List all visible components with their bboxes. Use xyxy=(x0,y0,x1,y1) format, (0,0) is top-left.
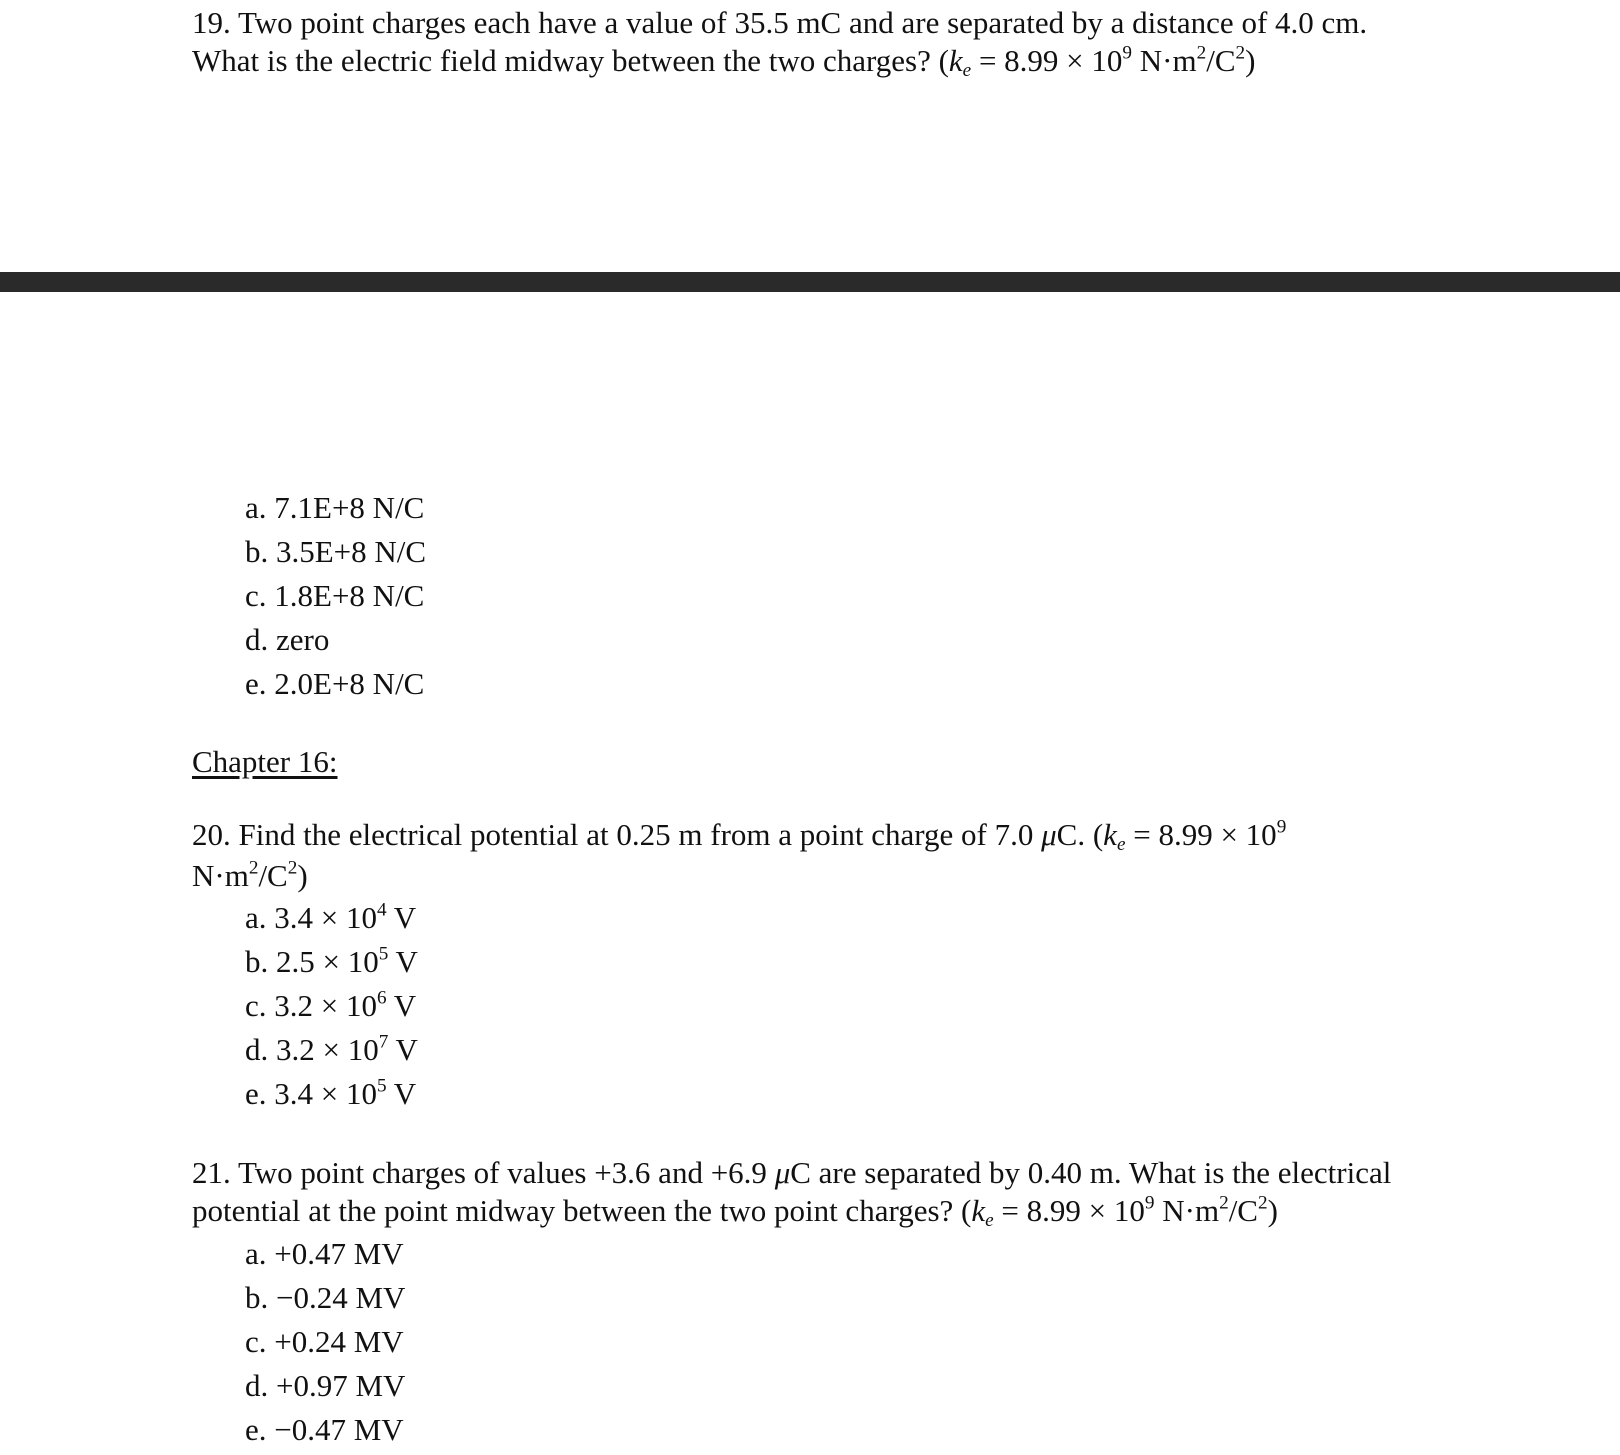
q21-line2-pre: potential at the point midway between the two point charges? ( xyxy=(192,1193,972,1228)
q19-line2-c: /C xyxy=(1206,43,1236,78)
q21-option-c[interactable]: c. +0.24 MV xyxy=(245,1324,404,1359)
q19-option-e[interactable]: e. 2.0E+8 N/C xyxy=(245,666,425,701)
q20-option-e-text: e. 3.4 × 10 xyxy=(245,1076,377,1111)
q21-k: k xyxy=(971,1193,986,1228)
q19-exp2b: 2 xyxy=(1235,42,1246,64)
q20-option-e[interactable] xyxy=(245,1075,416,1113)
q20-line2-pre: N·m xyxy=(192,858,249,893)
q20-option-d-exp: 7 xyxy=(378,1031,389,1053)
q19-k-sub: e xyxy=(962,59,972,81)
q20-option-d-unit: V xyxy=(388,1032,418,1067)
q19-option-c[interactable]: c. 1.8E+8 N/C xyxy=(245,578,425,613)
chapter-heading: Chapter 16: xyxy=(192,744,338,779)
q20-option-a-unit: V xyxy=(386,900,417,935)
q19-exp9: 9 xyxy=(1122,42,1133,64)
q19-line2-mid: = 8.99 × 10 xyxy=(971,43,1123,78)
q21-line2-c: /C xyxy=(1228,1193,1258,1228)
q19-option-b[interactable]: b. 3.5E+8 N/C xyxy=(245,534,427,569)
q20-option-d[interactable] xyxy=(245,1031,418,1069)
q20-option-c[interactable] xyxy=(245,987,416,1025)
q19-option-d[interactable]: d. zero xyxy=(245,622,330,657)
q19-line2-pre: What is the electric field midway between the two charges? ( xyxy=(192,43,949,78)
q21-exp9: 9 xyxy=(1144,1192,1155,1214)
q19-k: k xyxy=(948,43,963,78)
q21-option-e[interactable]: e. −0.47 MV xyxy=(245,1412,404,1447)
q21-mu: μ xyxy=(774,1155,791,1190)
q20-k-sub: e xyxy=(1116,833,1126,855)
q20-mu: μ xyxy=(1041,817,1057,852)
q21-k-sub: e xyxy=(985,1209,994,1231)
q21-line1-end: C are separated by 0.40 m. What is the electrical xyxy=(790,1155,1392,1190)
q19-option-a[interactable]: a. 7.1E+8 N/C xyxy=(245,490,425,525)
q20-option-d-text: d. 3.2 × 10 xyxy=(245,1032,379,1067)
q20-line1-mid: C. ( xyxy=(1056,817,1104,852)
q20-option-e-exp: 5 xyxy=(377,1075,387,1097)
q20-exp9: 9 xyxy=(1276,816,1287,838)
q20-option-e-unit: V xyxy=(386,1076,417,1111)
q21-line2-mid: = 8.99 × 10 xyxy=(993,1193,1145,1228)
q21-line2-unit: N·m xyxy=(1154,1193,1220,1228)
divider-bar xyxy=(0,272,1620,292)
q20-ke-symbol xyxy=(1103,817,1126,855)
q21-line1 xyxy=(192,1154,1391,1192)
q20-line2-end: ) xyxy=(297,858,308,893)
q20-option-b-text: b. 2.5 × 10 xyxy=(245,944,379,979)
q20-line2 xyxy=(192,857,308,895)
q20-exp2b: 2 xyxy=(287,857,298,879)
q20-option-b-unit: V xyxy=(388,944,418,979)
q21-line2 xyxy=(192,1192,1278,1230)
q21-line2-end: ) xyxy=(1267,1193,1278,1228)
q20-option-a-exp: 4 xyxy=(377,899,387,921)
q20-line1 xyxy=(192,816,1286,854)
q20-k: k xyxy=(1103,817,1117,852)
q20-option-c-text: c. 3.2 × 10 xyxy=(245,988,377,1023)
q21-line1-pre: 21. Two point charges of values +3.6 and +6.9 xyxy=(192,1155,775,1190)
q19-ke-symbol xyxy=(948,43,972,81)
q21-option-d[interactable]: d. +0.97 MV xyxy=(245,1368,406,1403)
q21-ke-symbol xyxy=(971,1193,994,1231)
q20-line1-end: = 8.99 × 10 xyxy=(1125,817,1277,852)
q20-line1-pre: 20. Find the electrical potential at 0.25 m from a point charge of 7.0 xyxy=(192,817,1042,852)
q20-option-b[interactable] xyxy=(245,943,418,981)
q21-exp2b: 2 xyxy=(1257,1192,1268,1214)
q20-option-a-text: a. 3.4 × 10 xyxy=(245,900,377,935)
q20-option-c-exp: 6 xyxy=(377,987,387,1009)
q20-option-c-unit: V xyxy=(386,988,417,1023)
q21-exp2a: 2 xyxy=(1219,1192,1229,1214)
q20-option-a[interactable] xyxy=(245,899,416,937)
q20-option-b-exp: 5 xyxy=(378,943,389,965)
q20-line2-c: /C xyxy=(258,858,288,893)
q21-option-a[interactable]: a. +0.47 MV xyxy=(245,1236,404,1271)
q19-line2 xyxy=(192,42,1255,80)
q20-exp2a: 2 xyxy=(248,857,259,879)
q21-option-b[interactable]: b. −0.24 MV xyxy=(245,1280,406,1315)
q19-exp2a: 2 xyxy=(1196,42,1207,64)
q19-line2-unit: N·m xyxy=(1132,43,1197,78)
q19-line2-end: ) xyxy=(1245,43,1256,78)
q19-line1: 19. Two point charges each have a value of 35.5 mC and are separated by a distance of 4.0 cm. xyxy=(192,5,1368,40)
